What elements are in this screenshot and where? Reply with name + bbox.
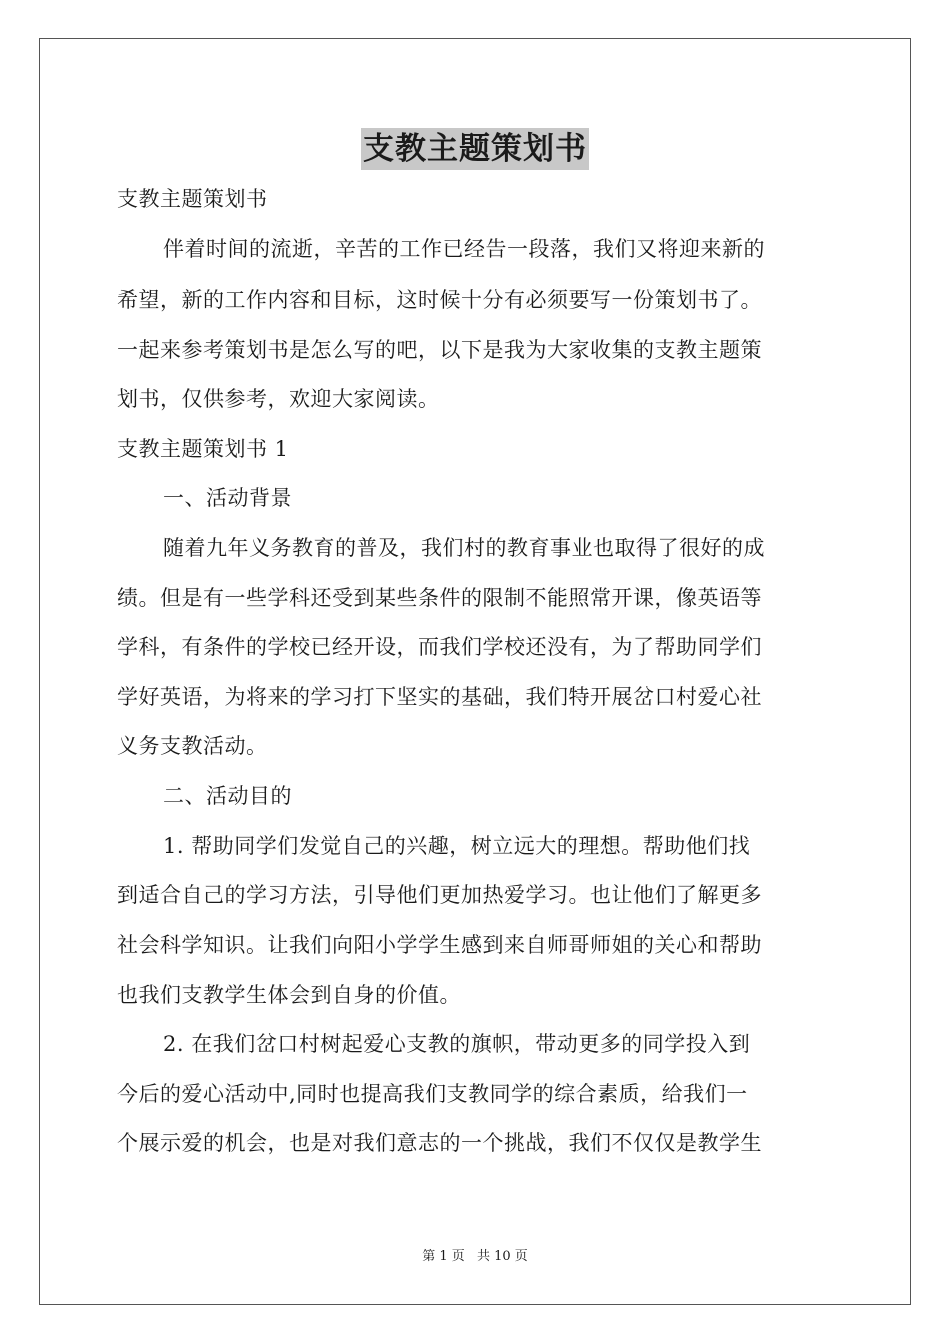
paragraph-line: 社会科学知识。让我们向阳小学学生感到来自师哥师姐的关心和帮助 — [117, 933, 762, 957]
paragraph-line: 个展示爱的机会，也是对我们意志的一个挑战，我们不仅仅是教学生 — [117, 1131, 762, 1155]
page-total: 共 10 页 — [476, 1249, 528, 1264]
paragraph-line: 也我们支教学生体会到自身的价值。 — [117, 983, 461, 1007]
paragraph-line: 今后的爱心活动中,同时也提高我们支教同学的综合素质，给我们一 — [117, 1082, 748, 1106]
document-title: 支教主题策划书 — [361, 128, 589, 170]
paragraph-line: 义务支教活动。 — [117, 734, 268, 758]
paragraph-line: 2. 在我们岔口村树起爱心支教的旗帜，带动更多的同学投入到 — [163, 1032, 751, 1056]
paragraph-line: 一起来参考策划书是怎么写的吧，以下是我为大家收集的支教主题策 — [117, 338, 762, 362]
page-border — [39, 38, 911, 1305]
subsection-heading: 二、活动目的 — [163, 784, 292, 808]
page-footer — [0, 1248, 950, 1266]
section-heading: 支教主题策划书 1 — [117, 437, 289, 461]
paragraph-line: 划书，仅供参考，欢迎大家阅读。 — [117, 387, 440, 411]
paragraph-line: 学科，有条件的学校已经开设，而我们学校还没有，为了帮助同学们 — [117, 635, 762, 659]
paragraph-line: 到适合自己的学习方法，引导他们更加热爱学习。也让他们了解更多 — [117, 883, 762, 907]
page-number: 第 1 页 — [422, 1249, 465, 1264]
paragraph-line: 伴着时间的流逝，辛苦的工作已经告一段落，我们又将迎来新的 — [163, 237, 765, 261]
paragraph-line: 绩。但是有一些学科还受到某些条件的限制不能照常开课，像英语等 — [117, 586, 762, 610]
title-container — [0, 128, 950, 170]
paragraph-line: 学好英语，为将来的学习打下坚实的基础，我们特开展岔口村爱心社 — [117, 685, 762, 709]
paragraph-line: 1. 帮助同学们发觉自己的兴趣，树立远大的理想。帮助他们找 — [163, 834, 751, 858]
subsection-heading: 一、活动背景 — [163, 486, 292, 510]
paragraph-line: 随着九年义务教育的普及，我们村的教育事业也取得了很好的成 — [163, 536, 765, 560]
subtitle-line: 支教主题策划书 — [117, 187, 268, 211]
paragraph-line: 希望，新的工作内容和目标，这时候十分有必须要写一份策划书了。 — [117, 288, 762, 312]
